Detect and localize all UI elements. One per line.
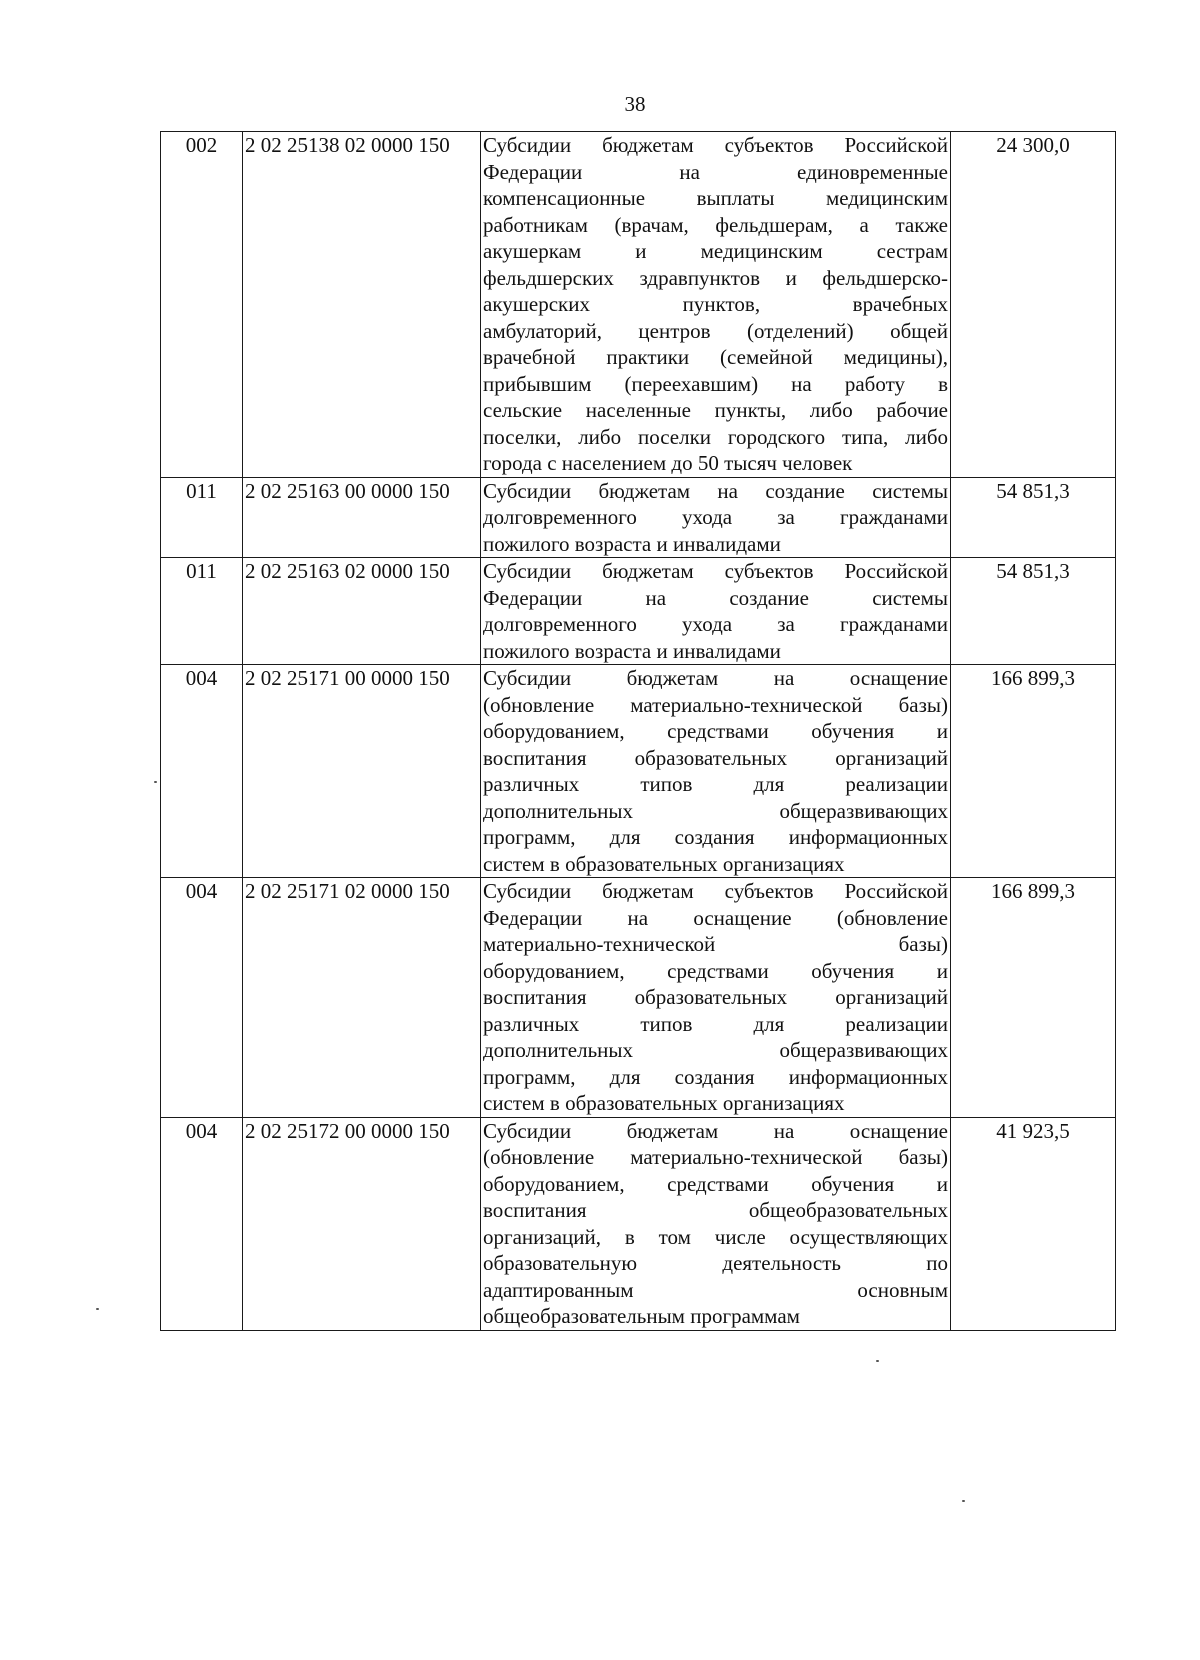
revenue-name-line: поселки, либо поселки городского типа, либо [483, 424, 948, 449]
revenue-name-cell [481, 558, 951, 665]
scan-speck [96, 1308, 99, 1310]
revenue-name-line: амбулаторий, центров (отделений) общей [483, 318, 948, 343]
amount-cell: 41 923,5 [951, 1117, 1116, 1330]
revenue-name-line: дополнительных общеразвивающих [483, 1038, 948, 1062]
revenue-name-line: акушерских пунктов, врачебных [483, 292, 948, 316]
revenue-name-line: долговременного ухода за гражданами [483, 612, 948, 636]
table-row [161, 878, 1116, 1118]
page-number: 38 [624, 92, 646, 116]
revenue-name-line: (обновление материально-технической базы) [483, 1145, 948, 1169]
revenue-name-line: компенсационные выплаты медицинским [483, 186, 948, 210]
admin-code-cell: 004 [161, 1117, 243, 1330]
revenue-name-line: систем в образовательных организациях [483, 851, 845, 876]
budget-code-cell: 2 02 25163 02 0000 150 [243, 558, 481, 665]
table-body [161, 132, 1116, 1331]
budget-revenue-table [160, 131, 1116, 1331]
admin-code-cell: 004 [161, 878, 243, 1118]
revenue-name-line: Субсидии бюджетам субъектов Российской [483, 879, 948, 903]
admin-code-cell: 011 [161, 558, 243, 665]
revenue-name-line: работникам (врачам, фельдшерам, а также [483, 212, 948, 237]
revenue-name-line: акушеркам и медицинским сестрам [483, 239, 948, 263]
revenue-name-line: воспитания общеобразовательных [483, 1198, 948, 1222]
budget-code-cell: 2 02 25163 00 0000 150 [243, 477, 481, 558]
revenue-name-line: материально-технической базы) [483, 932, 948, 956]
revenue-name-line: систем в образовательных организациях [483, 1091, 845, 1115]
revenue-name-cell [481, 1117, 951, 1330]
revenue-name-line: прибывшим (переехавшим) на работу в [483, 371, 948, 396]
amount-cell: 166 899,3 [951, 878, 1116, 1118]
revenue-name-line: фельдшерских здравпунктов и фельдшерско- [483, 265, 948, 290]
revenue-name-line: адаптированным основным [483, 1277, 948, 1302]
revenue-name-line: сельские населенные пункты, либо рабочие [483, 398, 948, 422]
budget-code-cell: 2 02 25171 02 0000 150 [243, 878, 481, 1118]
table-row [161, 477, 1116, 558]
revenue-name-cell [481, 477, 951, 558]
amount-cell: 166 899,3 [951, 665, 1116, 878]
table-row [161, 665, 1116, 878]
revenue-name-line: различных типов для реализации [483, 1011, 948, 1036]
revenue-name-cell [481, 665, 951, 878]
budget-code-cell: 2 02 25172 00 0000 150 [243, 1117, 481, 1330]
revenue-name-line: (обновление материально-технической базы) [483, 692, 948, 717]
revenue-name-line: города с населением до 50 тысяч человек [483, 451, 853, 475]
revenue-name-line: Субсидии бюджетам субъектов Российской [483, 559, 948, 583]
scan-speck [154, 781, 157, 783]
revenue-name-cell [481, 132, 951, 478]
amount-cell: 54 851,3 [951, 558, 1116, 665]
revenue-name-line: Федерации на создание системы [483, 585, 948, 610]
revenue-name-line: программ, для создания информационных [483, 825, 948, 849]
revenue-name-line: врачебной практики (семейной медицины), [483, 345, 948, 369]
revenue-name-line: образовательную деятельность по [483, 1251, 948, 1275]
revenue-name-line: Субсидии бюджетам субъектов Российской [483, 133, 948, 157]
revenue-name-line: пожилого возраста и инвалидами [483, 531, 781, 556]
revenue-name-line: Субсидии бюджетам на оснащение [483, 1118, 948, 1143]
amount-cell: 54 851,3 [951, 477, 1116, 558]
amount-cell: 24 300,0 [951, 132, 1116, 478]
revenue-name-line: Субсидии бюджетам на создание системы [483, 478, 948, 503]
revenue-name-line: Федерации на единовременные [483, 159, 948, 184]
admin-code-cell: 002 [161, 132, 243, 478]
revenue-name-line: воспитания образовательных организаций [483, 745, 948, 770]
revenue-name-line: общеобразовательным программам [483, 1304, 800, 1328]
admin-code-cell: 011 [161, 477, 243, 558]
revenue-name-line: дополнительных общеразвивающих [483, 798, 948, 823]
revenue-name-line: различных типов для реализации [483, 772, 948, 796]
table-row [161, 1117, 1116, 1330]
revenue-name-line: оборудованием, средствами обучения и [483, 958, 948, 983]
admin-code-cell: 004 [161, 665, 243, 878]
table-row [161, 132, 1116, 478]
revenue-name-line: Субсидии бюджетам на оснащение [483, 666, 948, 690]
budget-code-cell: 2 02 25138 02 0000 150 [243, 132, 481, 478]
revenue-name-line: программ, для создания информационных [483, 1064, 948, 1089]
revenue-name-line: оборудованием, средствами обучения и [483, 719, 948, 743]
revenue-name-line: оборудованием, средствами обучения и [483, 1171, 948, 1196]
table-row [161, 558, 1116, 665]
revenue-name-line: воспитания образовательных организаций [483, 985, 948, 1009]
scan-speck [962, 1500, 965, 1502]
scan-speck [876, 1360, 879, 1362]
revenue-name-line: организаций, в том числе осуществляющих [483, 1224, 948, 1249]
revenue-name-line: пожилого возраста и инвалидами [483, 638, 781, 663]
revenue-name-line: Федерации на оснащение (обновление [483, 905, 948, 930]
revenue-name-line: долговременного ухода за гражданами [483, 505, 948, 529]
revenue-name-cell [481, 878, 951, 1118]
budget-code-cell: 2 02 25171 00 0000 150 [243, 665, 481, 878]
